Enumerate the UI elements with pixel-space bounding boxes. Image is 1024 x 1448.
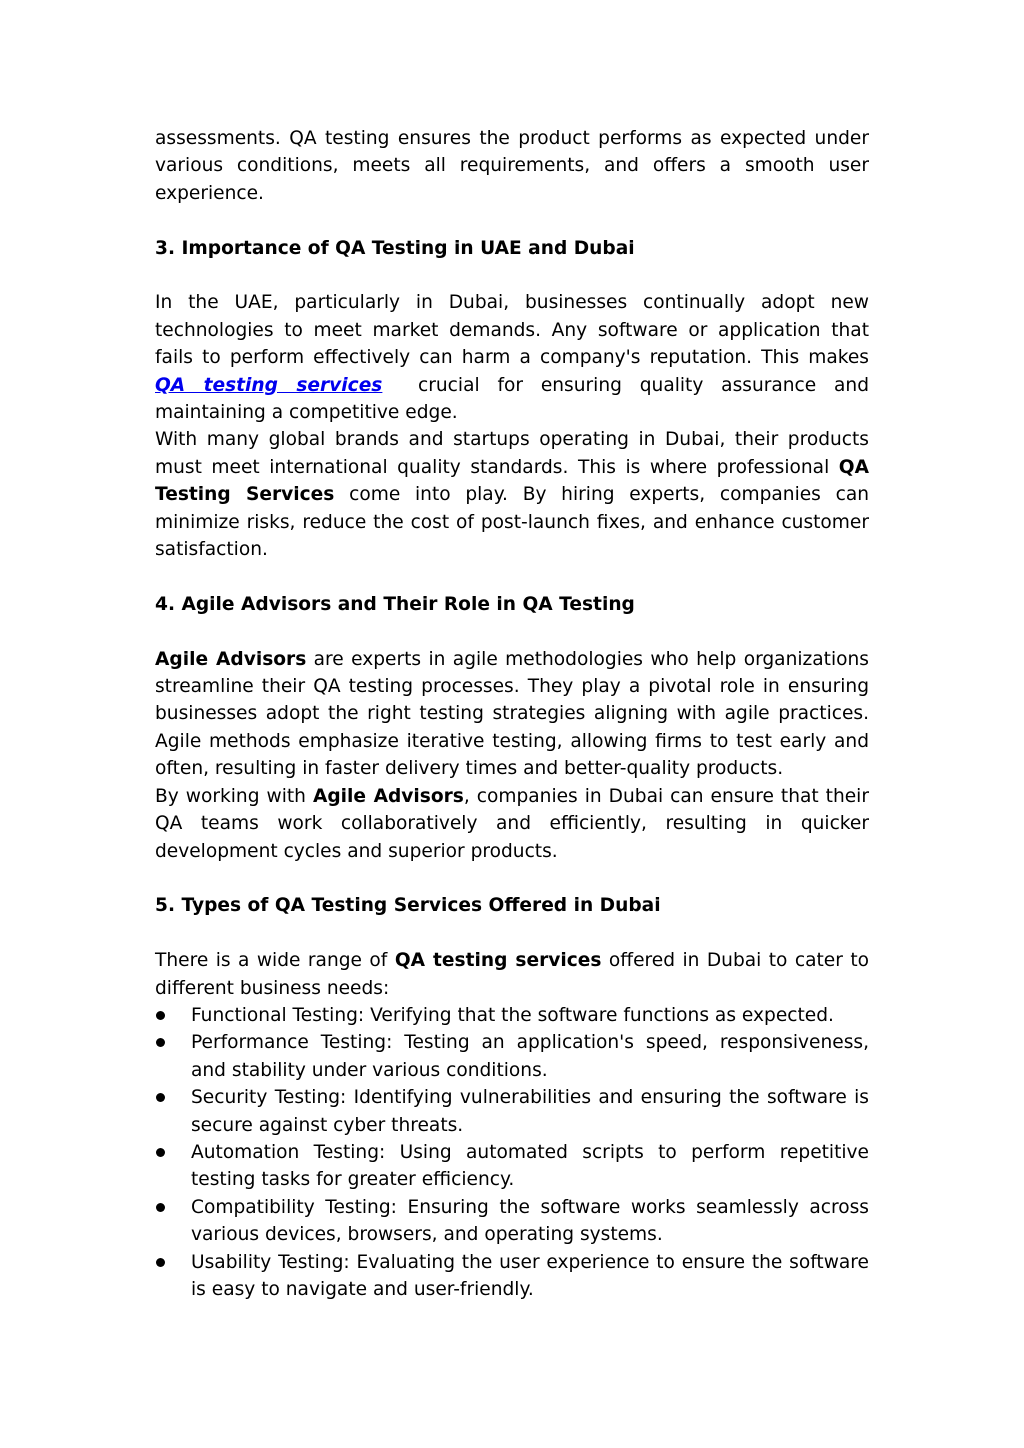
- paragraph-text: come into play. By hiring experts, companies can minimize risks, reduce the cost of post-launch fixes, and enhance customer satisfaction.: [155, 484, 870, 561]
- section-3-paragraph-1: [155, 289, 875, 426]
- list-item-text: Security Testing: Identifying vulnerabilities and ensuring the software is secure against cyber threats.: [191, 1087, 869, 1136]
- spacer: [155, 262, 869, 289]
- list-item-text: Compatibility Testing: Ensuring the software works seamlessly across various devices, browsers, and operating systems.: [191, 1196, 869, 1246]
- testing-types-list: [155, 1002, 869, 1303]
- section-4-paragraph-1: [155, 646, 869, 783]
- section-3-heading: 3. Importance of QA Testing in UAE and Dubai: [155, 237, 635, 259]
- bullet-icon: [156, 1093, 165, 1102]
- spacer: [155, 207, 869, 234]
- section-4-heading: 4. Agile Advisors and Their Role in QA Testing: [155, 593, 635, 615]
- list-item-text: Functional Testing: Verifying that the software functions as expected.: [191, 1004, 834, 1026]
- paragraph-text: In the UAE, particularly in Dubai, businesses continually adopt new technologies to meet market demands. Any software or application that fails to perform effectively can harm a company's reputation. This makes: [155, 292, 869, 369]
- bullet-icon: [156, 1258, 165, 1267]
- spacer: [155, 618, 869, 645]
- bullet-icon: [156, 1038, 165, 1047]
- paragraph-text: , companies in Dubai can ensure that their QA teams work collaboratively and efficiently, resulting in quicker development cycles and superior products.: [155, 785, 869, 862]
- paragraph-text: There is a wide range of: [155, 950, 395, 972]
- list-item: [155, 1249, 869, 1304]
- list-item: [155, 1084, 869, 1139]
- paragraph-text: offered in Dubai to cater to different business needs:: [155, 950, 869, 999]
- spacer: [155, 563, 869, 590]
- list-item: [155, 1002, 869, 1029]
- intro-paragraph: assessments. QA testing ensures the product performs as expected under various conditions, meets all requirements, and offers a smooth user experience.: [155, 128, 869, 204]
- paragraph-text: By working with: [155, 785, 313, 807]
- list-item-text: Performance Testing: Testing an application's speed, responsiveness, and stability under various conditions.: [191, 1032, 869, 1081]
- list-item: [155, 1194, 869, 1249]
- bold-term: Agile Advisors: [312, 785, 464, 807]
- paragraph-text: crucial for ensuring quality assurance and maintaining a competitive edge.: [155, 374, 875, 424]
- bold-term: QA testing services: [394, 950, 602, 972]
- section-5-heading: 5. Types of QA Testing Services Offered in Dubai: [155, 895, 661, 917]
- section-4-paragraph-2: [155, 783, 869, 865]
- list-item-text: Automation Testing: Using automated scripts to perform repetitive testing tasks for greater efficiency.: [191, 1141, 869, 1191]
- bullet-icon: [156, 1011, 165, 1020]
- bold-term: QA Testing Services: [155, 456, 869, 506]
- document-page: [155, 125, 875, 1303]
- list-item-text: Usability Testing: Evaluating the user experience to ensure the software is easy to navigate and user-friendly.: [191, 1251, 869, 1300]
- list-item: [155, 1139, 869, 1194]
- qa-testing-services-link[interactable]: QA testing services: [155, 374, 383, 396]
- list-item: [155, 1029, 869, 1084]
- section-5-paragraph-1: [155, 947, 869, 1002]
- spacer: [155, 865, 869, 892]
- paragraph-text: are experts in agile methodologies who help organizations streamline their QA testing processes. They play a pivotal role in ensuring businesses adopt the right testing strategies aligning with agile practices. Agile methods emphasize iterative testing, allowing firms to test early and often, resulting in faster delivery times and better-quality products.: [155, 648, 869, 780]
- paragraph-text: With many global brands and startups operating in Dubai, their products must meet international quality standards. This is where professional: [155, 429, 869, 478]
- section-3-paragraph-2: [155, 426, 869, 563]
- bullet-icon: [156, 1203, 165, 1212]
- bold-term: Agile Advisors: [155, 648, 307, 670]
- bullet-icon: [156, 1148, 165, 1157]
- spacer: [155, 920, 869, 947]
